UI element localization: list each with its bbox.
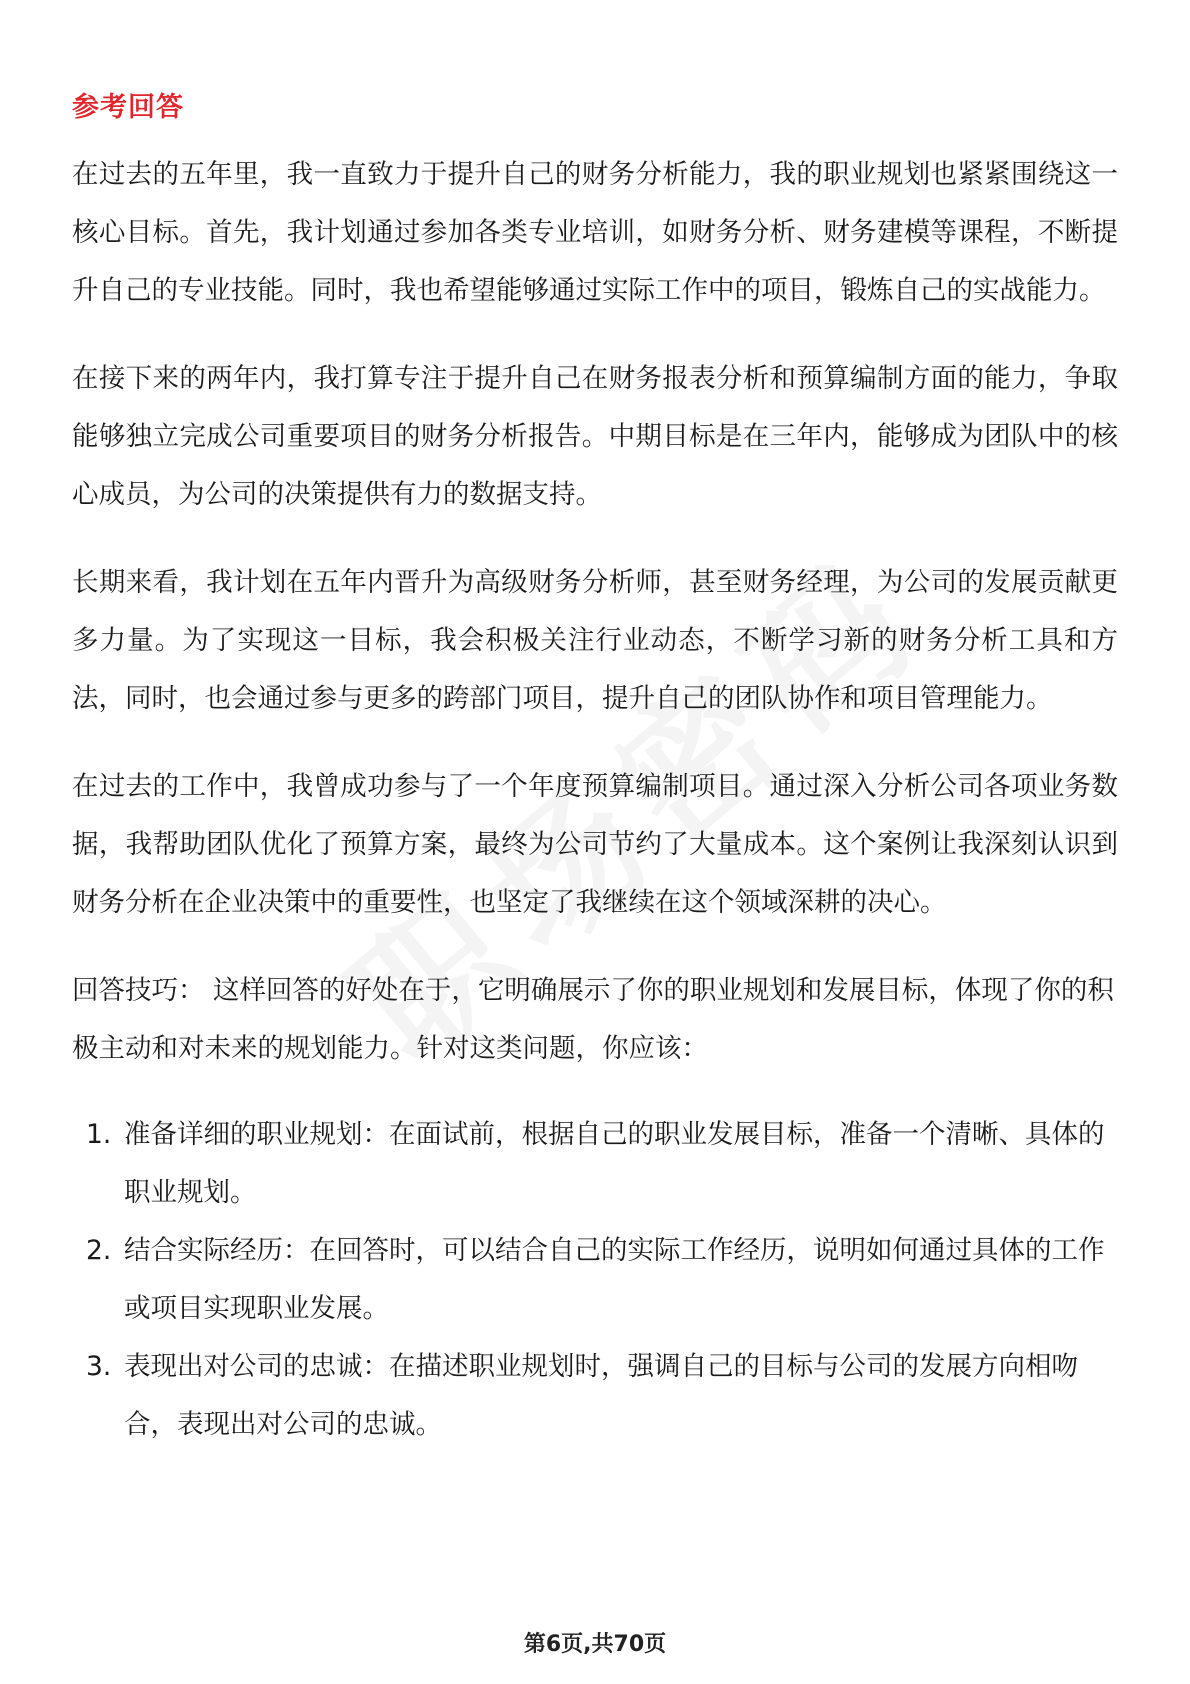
paragraph-4: 在过去的工作中，我曾成功参与了一个年度预算编制项目。通过深入分析公司各项业务数据，我帮助团队优化了预算方案，最终为公司节约了大量成本。这个案例让我深刻认识到财务分析在企业决策中的重要性，也坚定了我继续在这个领域深耕的决心。 <box>72 771 1118 918</box>
list-item <box>72 1222 1118 1338</box>
list-number: 3. <box>86 1351 112 1382</box>
paragraph-3: 长期来看，我计划在五年内晋升为高级财务分析师，甚至财务经理，为公司的发展贡献更多力量。为了实现这一目标，我会积极关注行业动态，不断学习新的财务分析工具和方法，同时，也会通过参与更多的跨部门项目，提升自己的团队协作和项目管理能力。 <box>72 567 1118 714</box>
answer-tips: 回答技巧： 这样回答的好处在于，它明确展示了你的职业规划和发展目标，体现了你的积极主动和对未来的规划能力。针对这类问题，你应该： <box>72 975 1114 1064</box>
paragraph-1: 在过去的五年里，我一直致力于提升自己的财务分析能力，我的职业规划也紧紧围绕这一核心目标。首先，我计划通过参加各类专业培训，如财务分析、财务建模等课程，不断提升自己的专业技能。同时，我也希望能够通过实际工作中的项目，锻炼自己的实战能力。 <box>72 159 1118 306</box>
list-item <box>72 1338 1118 1454</box>
list-number: 1. <box>86 1119 112 1150</box>
list-text: 准备详细的职业规划：在面试前，根据自己的职业发展目标，准备一个清晰、具体的职业规划。 <box>124 1119 1105 1208</box>
list-text: 表现出对公司的忠诚：在描述职业规划时，强调自己的目标与公司的发展方向相吻合，表现出对公司的忠诚。 <box>124 1351 1078 1440</box>
section-heading: 参考回答 <box>72 92 184 123</box>
tips-list <box>72 1106 1118 1454</box>
document-body <box>72 88 1118 1454</box>
paragraph-2: 在接下来的两年内，我打算专注于提升自己在财务报表分析和预算编制方面的能力，争取能够独立完成公司重要项目的财务分析报告。中期目标是在三年内，能够成为团队中的核心成员，为公司的决策提供有力的数据支持。 <box>72 363 1118 510</box>
list-item <box>72 1106 1118 1222</box>
page-footer: 第6页,共70页 <box>523 1632 667 1657</box>
list-number: 2. <box>86 1235 112 1266</box>
list-text: 结合实际经历：在回答时，可以结合自己的实际工作经历，说明如何通过具体的工作或项目实现职业发展。 <box>124 1235 1105 1324</box>
